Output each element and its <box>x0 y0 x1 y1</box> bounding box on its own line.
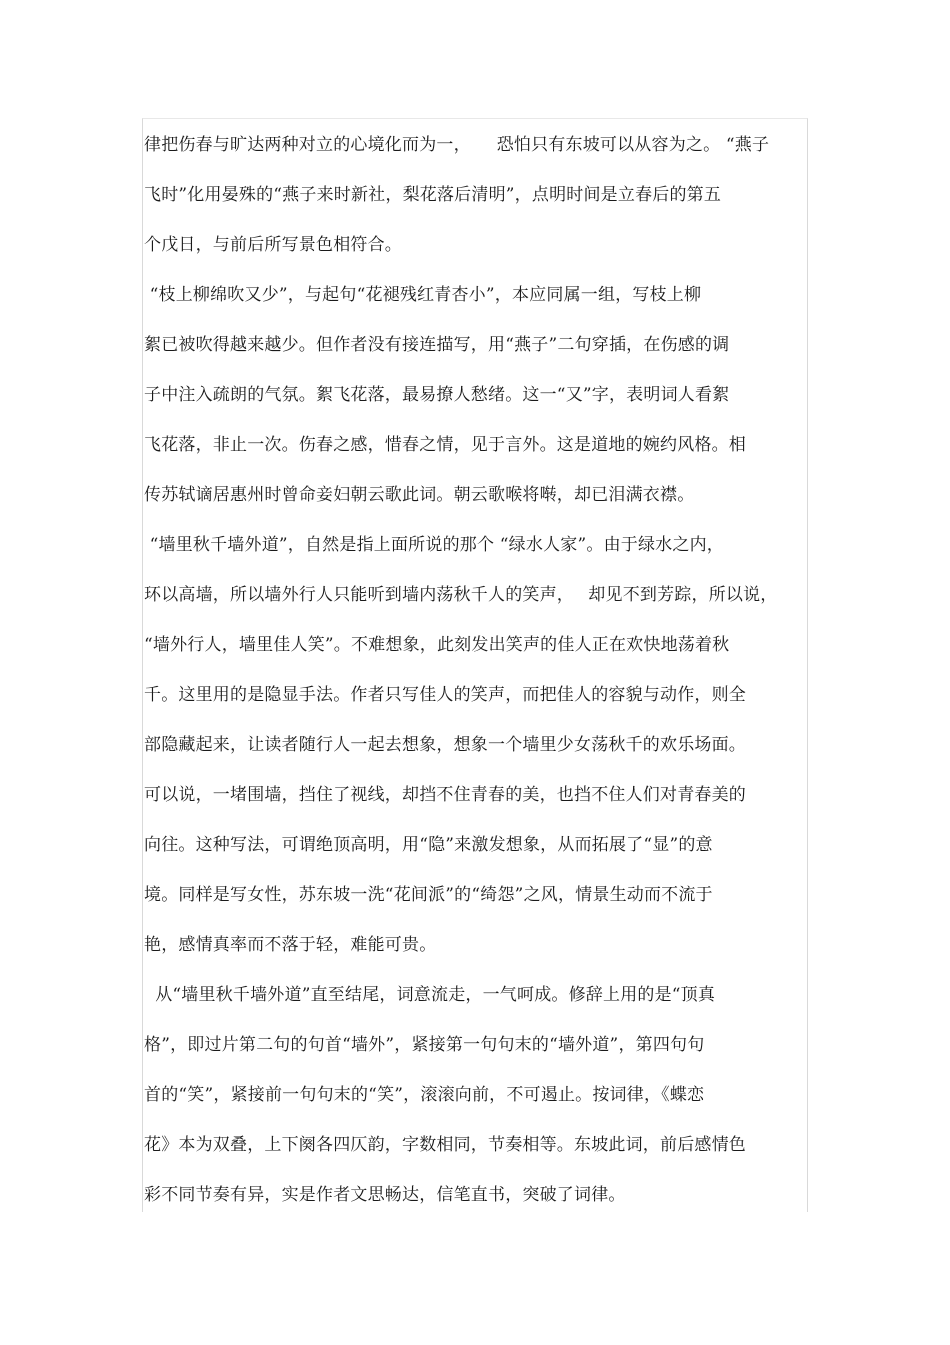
text-line: 首的“笑”，紧接前一句句末的“笑”，滚滚向前，不可遏止。按词律，《蝶恋 <box>144 1085 705 1105</box>
text-line: 向往。这种写法，可谓绝顶高明，用“隐”来激发想象，从而拓展了“显”的意 <box>144 835 713 855</box>
text-line: 从“墙里秋千墙外道”直至结尾，词意流走，一气呵成。修辞上用的是“顶真 <box>144 985 716 1005</box>
text-line: 可以说，一堵围墙，挡住了视线，却挡不住青春的美，也挡不住人们对青春美的 <box>144 785 746 805</box>
text-line: 个戊日，与前后所写景色相符合。 <box>144 235 402 255</box>
text-line: “墙外行人，墙里佳人笑”。不难想象，此刻发出笑声的佳人正在欢快地荡着秋 <box>144 635 730 655</box>
text-line: “枝上柳绵吹又少”，与起句“花褪残红青杏小”，本应同属一组，写枝上柳 <box>144 285 702 305</box>
text-line: 境。同样是写女性，苏东坡一洗“花间派”的“绮怨”之风，情景生动而不流于 <box>144 885 713 905</box>
text-line: 格”，即过片第二句的句首“墙外”，紧接第一句句末的“墙外道”，第四句句 <box>144 1035 705 1055</box>
text-line: 彩不同节奏有异，实是作者文思畅达，信笔直书，突破了词律。 <box>144 1185 626 1205</box>
text-line: 花》本为双叠，上下阕各四仄韵，字数相同，节奏相等。东坡此词，前后感情色 <box>144 1135 746 1155</box>
text-line: 飞花落，非止一次。伤春之感，惜春之情，见于言外。这是道地的婉约风格。相 <box>144 435 746 455</box>
document-body <box>144 120 808 1220</box>
text-line: 子中注入疏朗的气氛。絮飞花落，最易撩人愁绪。这一“又”字，表明词人看絮 <box>144 385 730 405</box>
text-line: 艳，感情真率而不落于轻，难能可贵。 <box>144 935 437 955</box>
text-line: 环以高墙，所以墙外行人只能听到墙内荡秋千人的笑声， 却见不到芳踪，所以说， <box>144 585 778 605</box>
text-line: 飞时”化用晏殊的“燕子来时新社，梨花落后清明”，点明时间是立春后的第五 <box>144 185 722 205</box>
text-line: 律把伤春与旷达两种对立的心境化而为一， 恐怕只有东坡可以从容为之。 “燕子 <box>144 135 770 155</box>
text-line: 部隐藏起来，让读者随行人一起去想象，想象一个墙里少女荡秋千的欢乐场面。 <box>144 735 746 755</box>
text-line: 千。这里用的是隐显手法。作者只写佳人的笑声，而把佳人的容貌与动作，则全 <box>144 685 746 705</box>
text-line: 絮已被吹得越来越少。但作者没有接连描写，用“燕子”二句穿插，在伤感的调 <box>144 335 730 355</box>
text-line: 传苏轼谪居惠州时曾命妾妇朝云歌此词。朝云歌喉将啭，却已泪满衣襟。 <box>144 485 695 505</box>
text-line: “墙里秋千墙外道”，自然是指上面所说的那个 “绿水人家”。由于绿水之内， <box>144 535 724 555</box>
